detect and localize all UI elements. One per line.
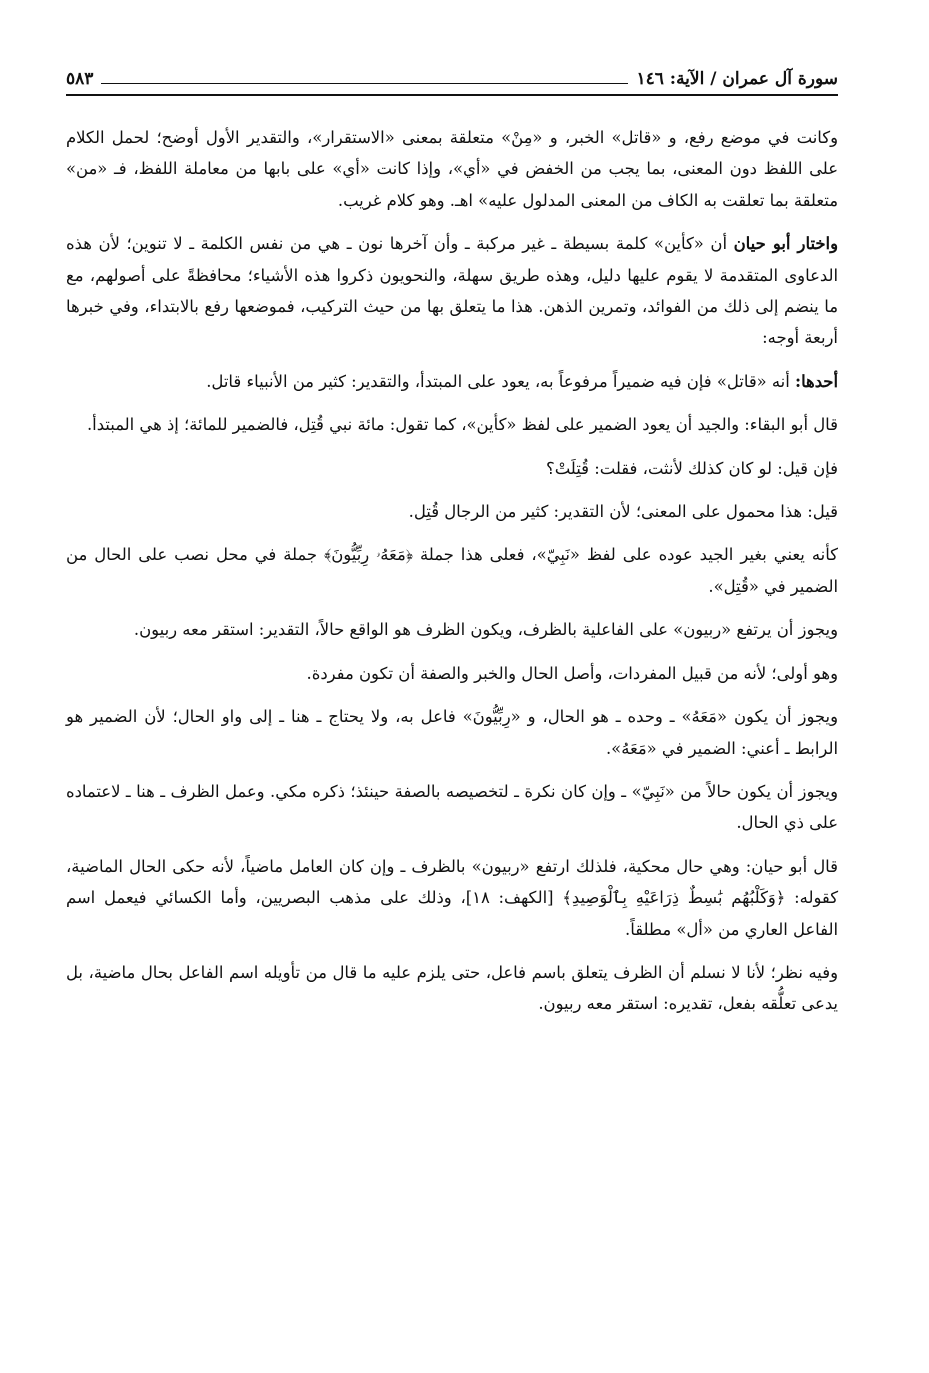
paragraph: وهو أولى؛ لأنه من قبيل المفردات، وأصل الحال والخبر والصفة أن تكون مفردة. [306,663,838,683]
paragraph-lead: أحدها: [795,371,838,391]
paragraph: فإن قيل: لو كان كذلك لأنثت، فقلت: قُتِلَتْ؟ [546,458,838,478]
paragraph: أحدها: أنه «قاتل» فإن فيه ضميراً مرفوعاً به، يعود على المبتدأ، والتقدير: كثير من الأنبياء قاتل. [206,371,838,391]
page-number: ٥٨٣ [66,69,94,89]
paragraph: قال أبو حيان: وهي حال محكية، فلذلك ارتفع «ربيون» بالظرف ـ وإن كان العامل ماضياً، لأنه حكى الحال الماضية، كقوله: ﴿وَكَلْبُهُم بَٰسِطٌ ذِرَاعَيْهِ بِٱلْوَصِيدِ﴾ [الكهف: ١٨]، وذلك على مذهب البصريين، وأما الكسائي فيعمل اسم الفاعل العاري من «أل» مطلقاً. [66,856,839,939]
paragraph: وكانت في موضع رفع، و «قاتل» الخبر، و «مِنْ» متعلقة بمعنى «الاستقرار»، والتقدير الأول أوضح؛ لحمل الكلام على اللفظ دون المعنى، بما يجب من الخفض في «أي»، وإذا كانت «أي» على بابها من معاملة اللفظ، فـ «من» متعلقة بما تعلقت به الكاف من المعنى المدلول عليه» اهـ. وهو كلام غريب. [66,128,838,210]
paragraph: ويجوز أن يكون حالاً من «نَبِيّ» ـ وإن كان نكرة ـ لتخصيصه بالصفة حينئذ؛ ذكره مكي. وعمل الظرف ـ هنا ـ لاعتماده على ذي الحال. [66,781,838,833]
paragraph: ويجوز أن يكون «مَعَهُ» ـ وحده ـ هو الحال، و «رِبِّيُّونَ» فاعل به، ولا يحتاج ـ هنا ـ إلى واو الحال؛ لأن الضمير هو الرابط ـ أعني: الضمير في «مَعَهُ». [66,707,838,758]
book-page [66,52,838,1032]
paragraph: كأنه يعني بغير الجيد عوده على لفظ «نَبِيّ»، فعلى هذا جملة ﴿مَعَهُۥ رِبِّيُّونَ﴾ جملة في محل نصب على الحال من الضمير في «قُتِل». [66,545,838,596]
paragraph: وفيه نظر؛ لأنا لا نسلم أن الظرف يتعلق باسم فاعل، حتى يلزم عليه ما قال من تأويله اسم الفاعل بحال ماضية، بل يدعى تعلُّقه بفعل، تقديره: استقر معه ربيون. [66,962,838,1014]
paragraph: قال أبو البقاء: والجيد أن يعود الضمير على لفظ «كأين»، كما تقول: مائة نبي قُتِل، فالضمير للمائة؛ إذ هي المبتدأ. [86,415,838,435]
running-header [66,52,838,90]
surah-title: سورة آل عمران / الآية: ١٤٦ [636,69,838,89]
paragraph-lead: واختار أبو حيان [733,234,839,254]
page-body [66,122,838,1020]
header-leader-line [101,83,628,84]
paragraph: ويجوز أن يرتفع «ربيون» على الفاعلية بالظرف، ويكون الظرف هو الواقع حالاً، التقدير: استقر معه ربيون. [133,620,838,640]
paragraph: واختار أبو حيان أن «كأين» كلمة بسيطة ـ غير مركبة ـ وأن آخرها نون ـ هي من نفس الكلمة ـ لا تنوين؛ لأن هذه الدعاوى المتقدمة لا يقوم عليها دليل، وهذه طريق سهلة، والنحويون ذكروا هذه الأشياء؛ محافظةً على أصولهم، مع ما ينضم إلى ذلك من الفوائد، وتمرين الذهن. هذا ما يتعلق بها من حيث التركيب، فموضعها رفع بالابتداء، وفي خبرها أربعة أوجه: [66,234,839,348]
paragraph: قيل: هذا محمول على المعنى؛ لأن التقدير: كثير من الرجال قُتِل. [408,502,838,522]
header-rule [66,94,838,96]
